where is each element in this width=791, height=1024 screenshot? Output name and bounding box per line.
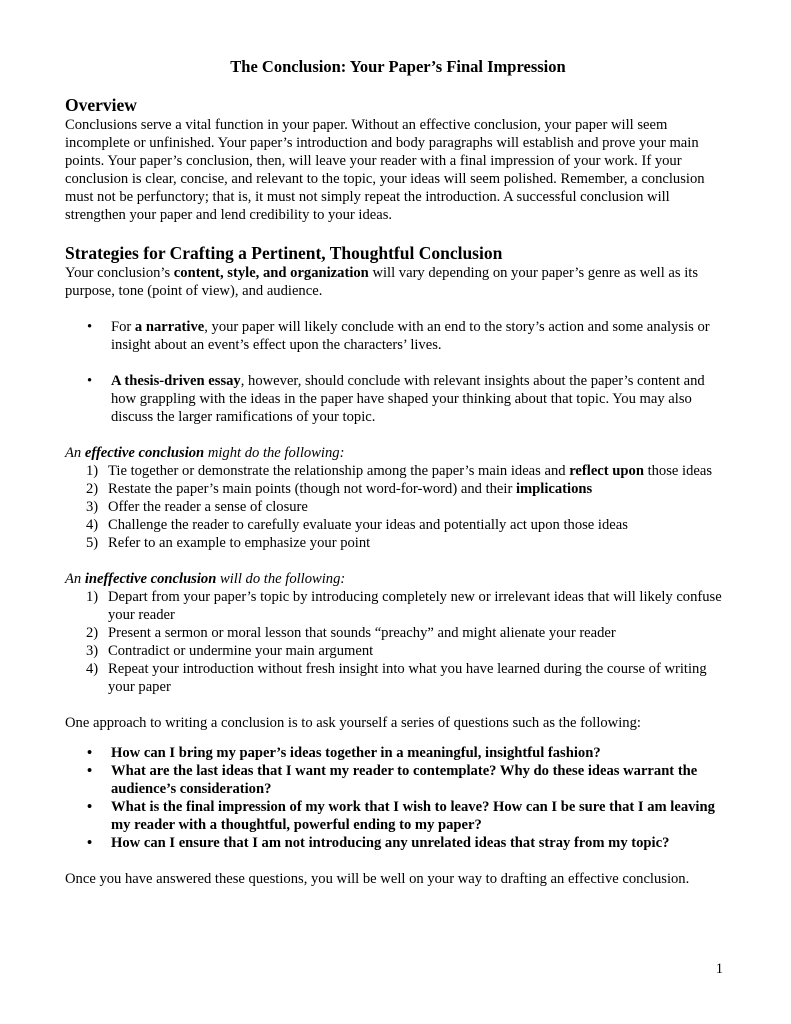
- question-text: What is the final impression of my work that I wish to leave? How can I be sure that I am leaving my reader with a thoughtful, powerful ending to my paper?: [111, 799, 715, 833]
- list-item: [65, 744, 731, 762]
- overview-heading: Overview: [65, 95, 137, 115]
- item-text: Refer to an example to emphasize your point: [108, 535, 371, 551]
- item-number: 5): [86, 535, 99, 551]
- item-text: Restate the paper’s main points (though not word-for-word) and their: [108, 481, 516, 497]
- list-item: [65, 462, 731, 480]
- genre-bullet-list: [65, 318, 731, 426]
- bullet-text-end: , however, should conclude with relevant insights about the paper’s content and how grappling with the ideas in the paper have shaped your thinking about that topic. You may also discuss the larger ramifications of your topic.: [111, 373, 705, 425]
- item-number: 1): [86, 589, 99, 605]
- effective-intro-bold: effective conclusion: [84, 445, 205, 461]
- item-number: 3): [86, 499, 99, 515]
- ineffective-intro-bold: ineffective conclusion: [84, 571, 217, 587]
- item-number: 2): [86, 481, 99, 497]
- bullet-text: For: [111, 319, 135, 335]
- document-page: [65, 56, 731, 888]
- list-item: [65, 534, 731, 552]
- list-item: [65, 834, 731, 852]
- effective-list: [65, 462, 731, 552]
- bullet-icon: •: [87, 763, 93, 779]
- page-title: The Conclusion: Your Paper’s Final Impression: [230, 57, 566, 76]
- item-number: 4): [86, 517, 99, 533]
- questions-list: [65, 744, 731, 852]
- list-item: [65, 660, 731, 696]
- effective-intro-text-end: might do the following:: [204, 445, 345, 461]
- ineffective-list: [65, 588, 731, 696]
- bullet-icon: •: [87, 319, 93, 335]
- bullet-text-end: , your paper will likely conclude with an end to the story’s action and some analysis or insight about an event’s effect upon the characters’ lives.: [111, 319, 710, 353]
- list-item: [65, 762, 731, 798]
- item-bold: implications: [515, 481, 593, 497]
- list-item: [65, 798, 731, 834]
- effective-intro: [65, 444, 731, 462]
- ineffective-intro: [65, 570, 731, 588]
- item-text: Present a sermon or moral lesson that sounds “preachy” and might alienate your reader: [108, 625, 616, 641]
- question-text: What are the last ideas that I want my reader to contemplate? Why do these ideas warrant the audience’s consideration?: [111, 763, 698, 797]
- strategies-heading: Strategies for Crafting a Pertinent, Thoughtful Conclusion: [65, 243, 503, 263]
- overview-paragraph: Conclusions serve a vital function in your paper. Without an effective conclusion, your paper will seem incomplete or unfinished. Your paper’s introduction and body paragraphs will establish and prove your main points. Your paper’s conclusion, then, will leave your reader with a final impression of your work. If your conclusion is clear, concise, and relevant to the topic, your ideas will seem polished. Remember, a conclusion must not be perfunctory; that is, it must not simply repeat the introduction. A successful conclusion will strengthen your paper and lend credibility to your ideas.: [65, 117, 705, 223]
- item-text: Contradict or undermine your main argument: [108, 643, 374, 659]
- question-text: How can I ensure that I am not introducing any unrelated ideas that stray from my topic?: [111, 835, 670, 851]
- list-item: [65, 516, 731, 534]
- ineffective-intro-text: An: [65, 571, 85, 587]
- item-number: 3): [86, 643, 99, 659]
- effective-intro-text: An: [65, 445, 85, 461]
- bullet-icon: •: [87, 835, 93, 851]
- question-text: How can I bring my paper’s ideas together in a meaningful, insightful fashion?: [111, 745, 601, 761]
- list-item: [65, 318, 731, 354]
- list-item: [65, 624, 731, 642]
- bullet-icon: •: [87, 373, 93, 389]
- item-text: Offer the reader a sense of closure: [108, 499, 308, 515]
- item-text: Repeat your introduction without fresh insight into what you have learned during the course of writing your paper: [108, 661, 707, 695]
- item-text-end: those ideas: [643, 463, 713, 479]
- item-number: 2): [86, 625, 99, 641]
- page-number: 1: [715, 961, 723, 977]
- closing-paragraph: Once you have answered these questions, you will be well on your way to drafting an effective conclusion.: [65, 871, 690, 887]
- item-number: 1): [86, 463, 99, 479]
- strategies-intro-text-end: will vary depending on your paper’s genre as well as its purpose, tone (point of view), and audience.: [65, 265, 699, 299]
- item-bold: reflect upon: [569, 463, 644, 479]
- item-text: Depart from your paper’s topic by introducing completely new or irrelevant ideas that will likely confuse your reader: [108, 589, 722, 623]
- strategies-intro-text: Your conclusion’s: [65, 265, 174, 281]
- strategies-intro-bold: content, style, and organization: [173, 265, 369, 281]
- list-item: [65, 498, 731, 516]
- ineffective-intro-text-end: will do the following:: [216, 571, 346, 587]
- item-text: Challenge the reader to carefully evaluate your ideas and potentially act upon those ideas: [108, 517, 628, 533]
- list-item: [65, 588, 731, 624]
- approach-paragraph: One approach to writing a conclusion is to ask yourself a series of questions such as the following:: [65, 715, 641, 731]
- bullet-icon: •: [87, 799, 93, 815]
- strategies-intro: [65, 264, 731, 300]
- list-item: [65, 372, 731, 426]
- item-text: Tie together or demonstrate the relationship among the paper’s main ideas and: [108, 463, 570, 479]
- bullet-bold: A thesis-driven essay: [111, 373, 241, 389]
- item-number: 4): [86, 661, 99, 677]
- list-item: [65, 480, 731, 498]
- list-item: [65, 642, 731, 660]
- bullet-bold: a narrative: [134, 319, 205, 335]
- bullet-icon: •: [87, 745, 93, 761]
